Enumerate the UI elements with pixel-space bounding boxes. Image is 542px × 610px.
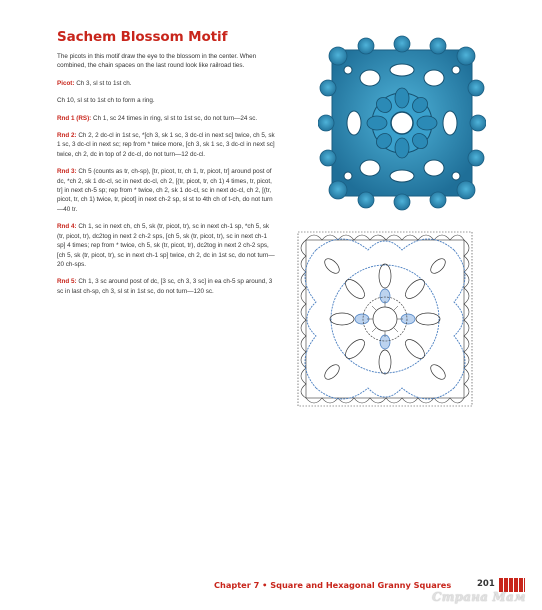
instruction-ring bbox=[57, 96, 275, 105]
page-number: 201 bbox=[477, 579, 495, 589]
instruction-text: Ch 5 (counts as tr, ch-sp), [tr, picot, tr, ch 1, tr, picot, tr] around post of dc, *ch 2, sk 1 dc-cl, sc in next dc-cl, ch 2, [(tr, picot, tr, ch 1) 4 times, tr, picot, tr] in next ch-5 sp; rep from * twice, ch 2, sk 1 dc-cl, sc in next dc-cl, ch 2, [(tr, picot, tr, ch 1) twice, tr, picot] in next ch-2 sp, sl st to 4th ch of t-ch, do not turn—40 tr. bbox=[57, 168, 273, 213]
instruction-label: Picot: bbox=[57, 79, 75, 87]
intro-text: The picots in this motif draw the eye to the blossom in the center. When combined, the chain spaces on the last round look like railroad ties. bbox=[57, 53, 257, 70]
page-title: Sachem Blossom Motif bbox=[57, 29, 228, 45]
site-watermark: Страна Мам bbox=[432, 590, 526, 604]
crochet-chart bbox=[292, 226, 478, 412]
instruction-picot bbox=[57, 79, 275, 88]
chapter-footer: Chapter 7 • Square and Hexagonal Granny Squares bbox=[214, 580, 452, 590]
instruction-text: Ch 3, sl st to 1st ch. bbox=[74, 79, 132, 87]
instruction-rnd-3 bbox=[57, 167, 275, 214]
instruction-label: Rnd 3: bbox=[57, 168, 77, 176]
instructions-column bbox=[57, 30, 275, 304]
instruction-label: Rnd 4: bbox=[57, 223, 77, 231]
instruction-text: Ch 1, sc in next ch, ch 5, sk (tr, picot, tr), sc in next ch-1 sp, *ch 5, sk (tr, picot, tr), dc2tog in next 2 ch-2 sps, [ch 5, sk (tr, picot, tr), sc in next ch-1 sp] 4 times; rep from * twice, ch 5, sk (tr, picot, tr), dc2tog in next 2 ch-2 sps, [ch 5, sk (tr, picot, tr), sc in next ch-1 sp] twice, ch 2, dc in 1st sc, do not turn—20 ch-sps. bbox=[57, 223, 275, 268]
instruction-text: Ch 2, 2 dc-cl in 1st sc, *[ch 3, sk 1 sc, 3 dc-cl in next sc] twice, ch 5, sk 1 sc, 3 dc-cl in next sc; rep from * twice more, [ch 3, sk 1 sc, 3 dc-cl in next sc] twice, ch 2, dc in top of 2 dc-cl, do not turn—12 dc-cl. bbox=[57, 132, 275, 158]
instruction-label: Rnd 2: bbox=[57, 132, 77, 140]
instruction-rnd-4 bbox=[57, 222, 275, 269]
instruction-text: Ch 1, 3 sc around post of dc, [3 sc, ch 3, 3 sc] in ea ch-5 sp around, 3 sc in last ch-sp, ch 3, sl st in 1st sc, do not turn—120 sc. bbox=[57, 278, 273, 295]
instruction-rnd-1 bbox=[57, 114, 275, 123]
instruction-label: Rnd 1 (RS): bbox=[57, 114, 92, 122]
instruction-label: Rnd 5: bbox=[57, 278, 77, 286]
instruction-rnd-2 bbox=[57, 131, 275, 159]
motif-photo bbox=[318, 34, 486, 212]
instruction-text: Ch 10, sl st to 1st ch to form a ring. bbox=[57, 97, 155, 105]
instruction-rnd-5 bbox=[57, 277, 275, 296]
instruction-text: Ch 1, sc 24 times in ring, sl st to 1st sc, do not turn—24 sc. bbox=[91, 114, 258, 122]
